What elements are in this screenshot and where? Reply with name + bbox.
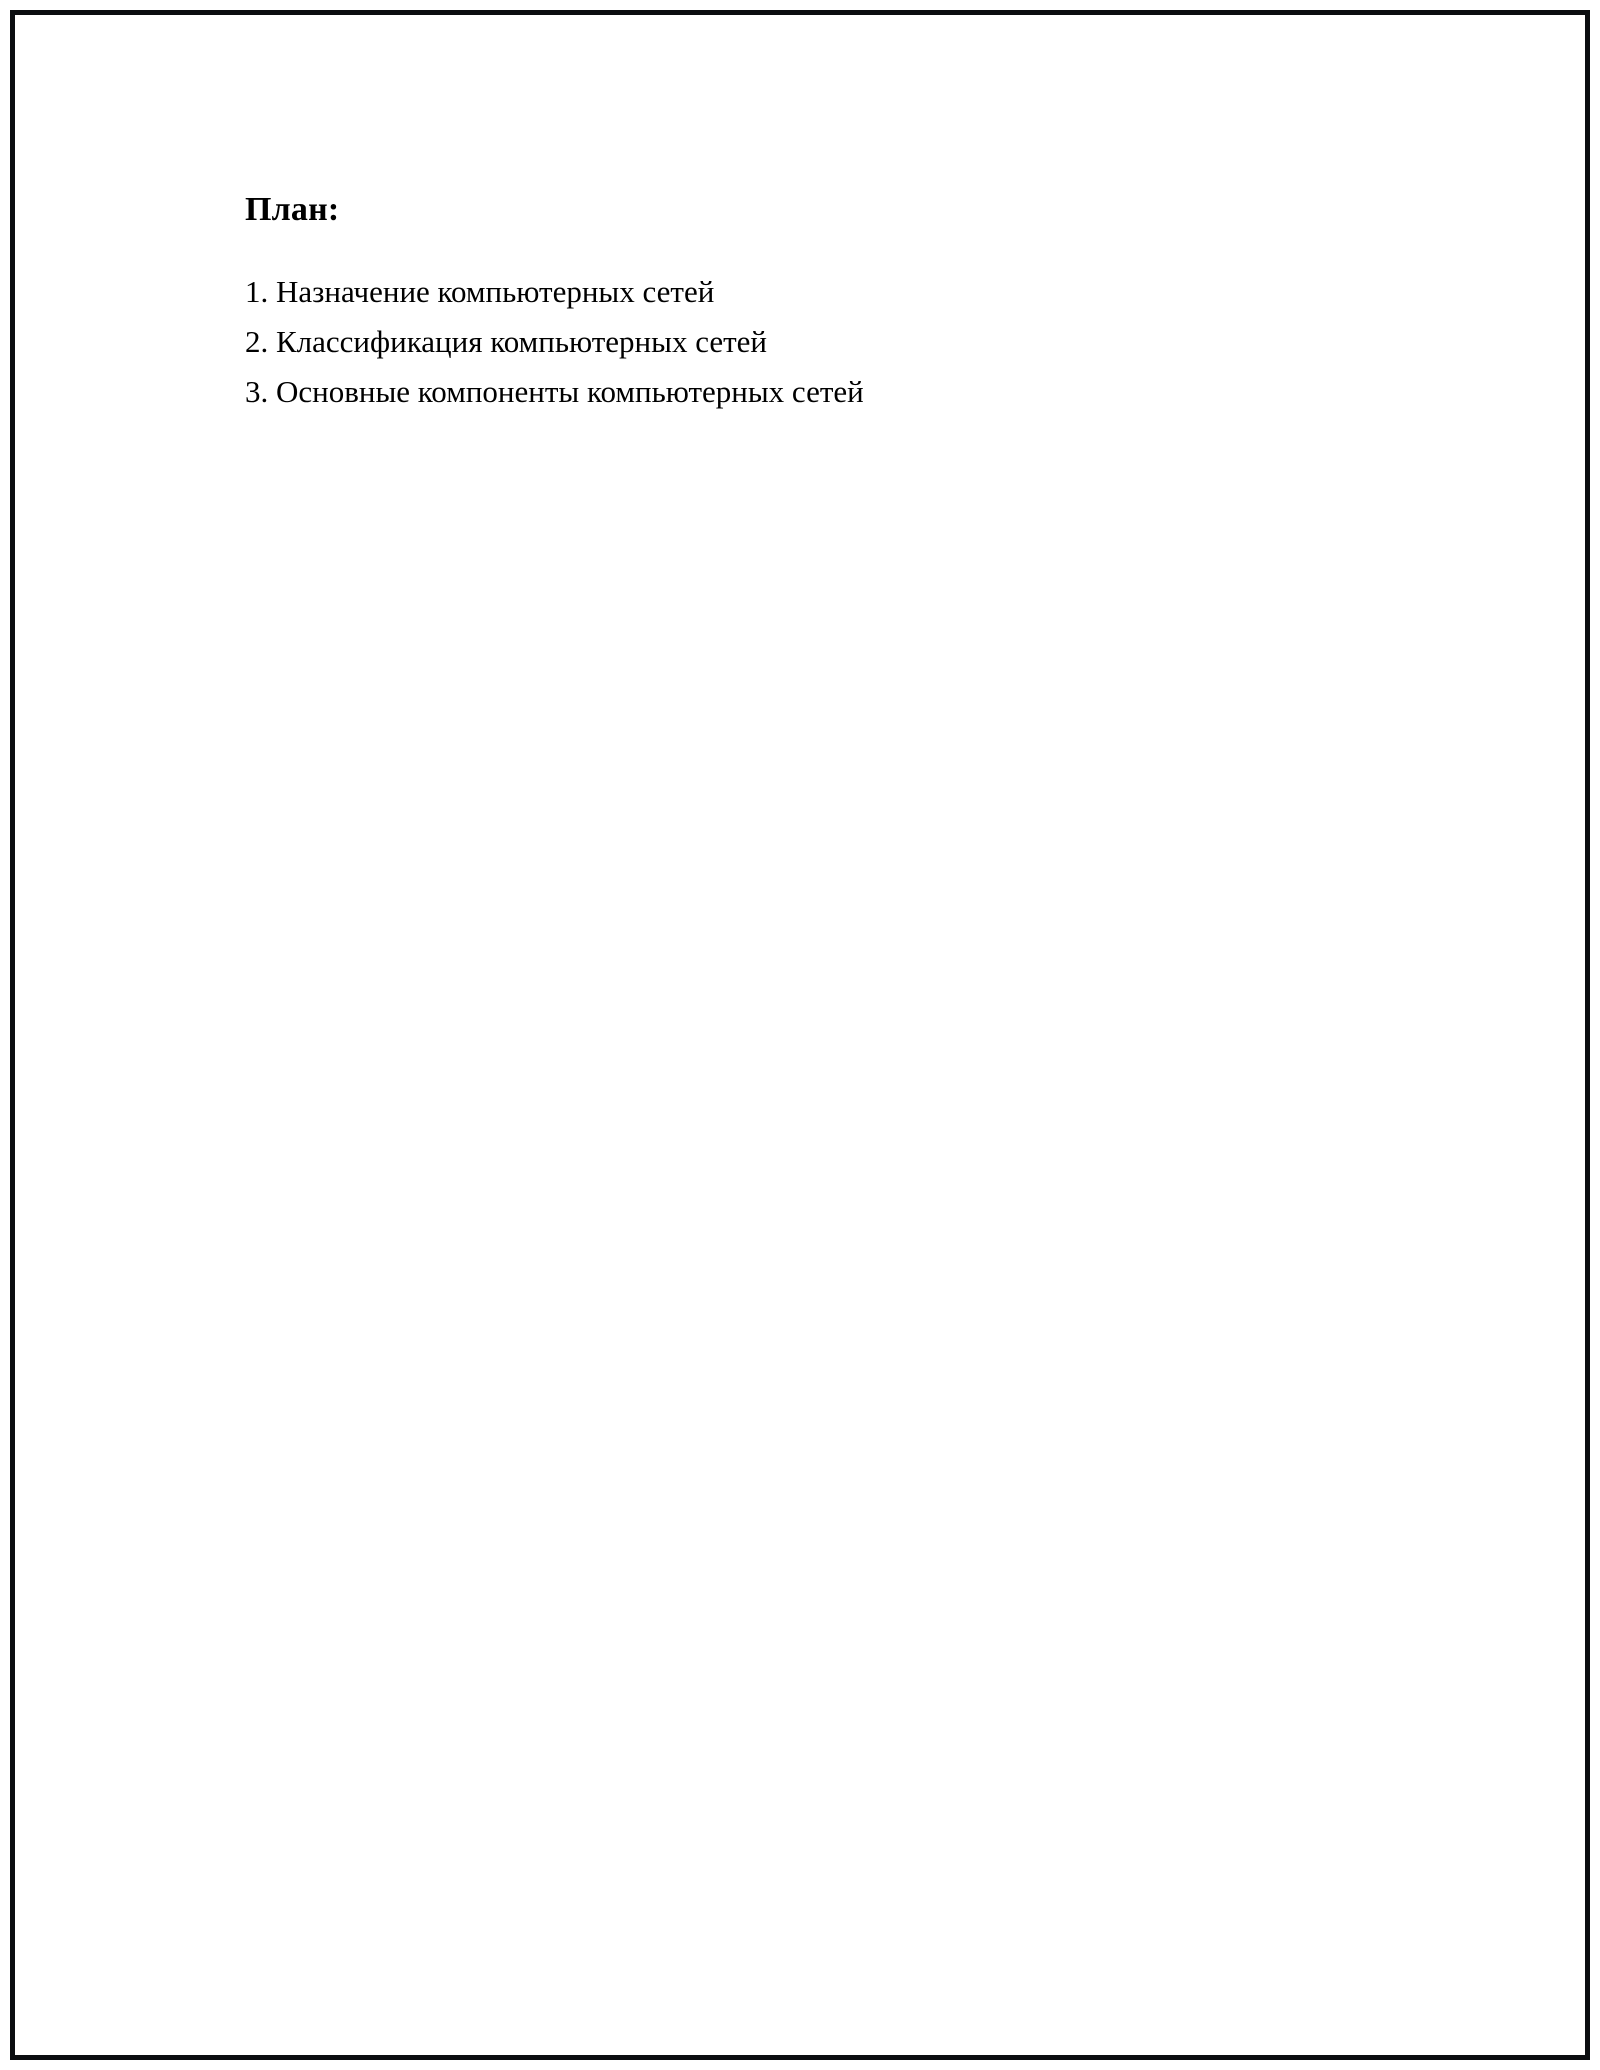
plan-list bbox=[245, 267, 1395, 418]
list-item: 1. Назначение компьютерных сетей bbox=[245, 273, 715, 309]
page-content bbox=[15, 15, 1585, 2055]
list-item: 3. Основные компоненты компьютерных сетей bbox=[245, 374, 864, 410]
page-title: План: bbox=[245, 191, 340, 228]
list-item: 2. Классификация компьютерных сетей bbox=[245, 324, 767, 360]
page-sheet bbox=[10, 10, 1590, 2060]
